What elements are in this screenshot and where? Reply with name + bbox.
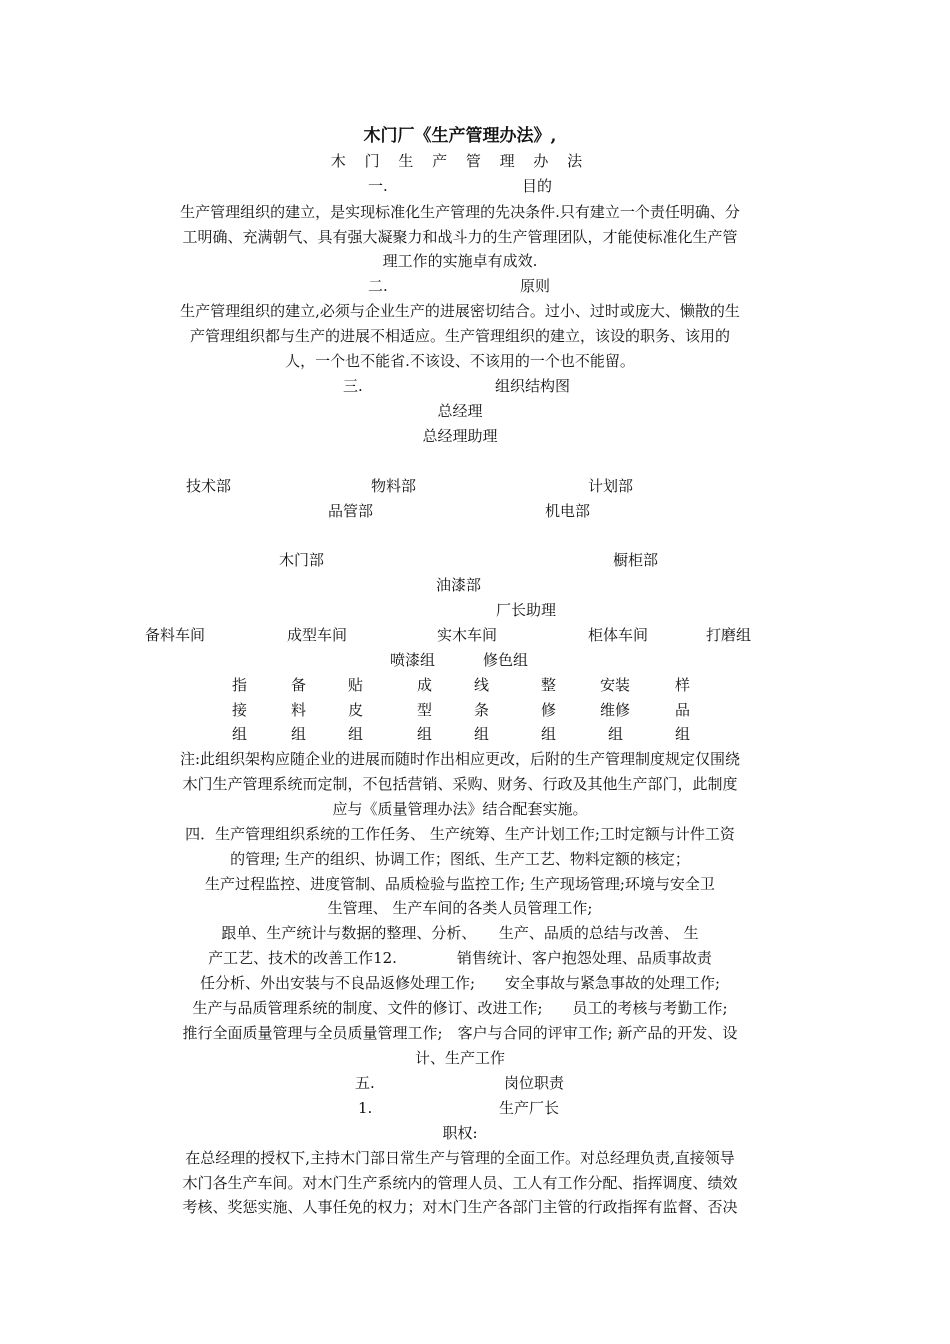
team-r1-c1: 指 <box>232 676 248 694</box>
section-1-number: 一. <box>368 177 388 195</box>
org-workshop-prep: 备料车间 <box>145 626 206 644</box>
team-r3-c3: 组 <box>348 725 364 743</box>
note-line-2: 木门生产管理系统而定制，不包括营销、采购、财务、行政及其他生产部门，此制度 <box>182 775 738 793</box>
purpose-line-1: 生产管理组织的建立，是实现标准化生产管理的先决条件.只有建立一个责任明确、分 <box>180 203 740 221</box>
team-r1-c6: 整 <box>541 676 557 694</box>
org-gm-assistant: 总经理助理 <box>422 427 498 445</box>
team-r1-c4: 成 <box>417 676 433 694</box>
team-r3-c8: 组 <box>675 725 691 743</box>
purpose-line-3: 理工作的实施卓有成效. <box>382 252 538 270</box>
tasks-line-5: 跟单、生产统计与数据的整理、分析、 生产、品质的总结与改善、 生 <box>221 924 699 942</box>
principle-line-1: 生产管理组织的建立,必须与企业生产的进展密切结合。过小、过时或庞大、懒散的生 <box>180 302 740 320</box>
org-dept-cabinet: 橱柜部 <box>613 551 659 569</box>
section-3-number: 三. <box>343 377 363 395</box>
section-5-number: 五. <box>355 1074 375 1092</box>
team-r2-c1: 接 <box>232 701 248 719</box>
org-workshop-solidwood: 实木车间 <box>437 626 498 644</box>
org-group-touchup: 修色组 <box>483 651 529 669</box>
section-3-heading: 组织结构图 <box>495 377 571 395</box>
tasks-line-3: 生产过程监控、进度管制、品质检验与监控工作; 生产现场管理;环境与安全卫 <box>205 875 715 893</box>
team-r1-c5: 线 <box>474 676 490 694</box>
duty-line-1: 在总经理的授权下,主持木门部日常生产与管理的全面工作。对总经理负责,直接领导 <box>185 1149 735 1167</box>
org-group-sanding: 打磨组 <box>706 626 752 644</box>
section-2-heading: 原则 <box>520 277 551 295</box>
duty-line-3: 考核、奖惩实施、人事任免的权力；对木门生产各部门主管的行政指挥有监督、否决 <box>182 1198 738 1216</box>
duty-line-2: 木门各生产车间。对木门生产系统内的管理人员、工人有工作分配、指挥调度、绩效 <box>182 1174 738 1192</box>
team-r1-c7: 安装 <box>600 676 631 694</box>
org-dept-materials: 物料部 <box>371 477 417 495</box>
org-dept-quality: 品管部 <box>328 502 374 520</box>
tasks-line-10: 计、生产工作 <box>414 1049 505 1067</box>
tasks-line-1: 四．生产管理组织系统的工作任务、 生产统筹、生产计划工作;工时定额与计件工资 <box>185 825 735 843</box>
org-general-manager: 总经理 <box>437 402 483 420</box>
section-5-heading: 岗位职责 <box>504 1074 565 1092</box>
team-r3-c7: 组 <box>608 725 624 743</box>
tasks-line-8: 生产与品质管理系统的制度、文件的修订、改进工作; 员工的考核与考勤工作; <box>192 999 728 1017</box>
principle-line-3: 人，一个也不能省.不该设、不该用的一个也不能留。 <box>285 352 635 370</box>
section-2-number: 二. <box>368 277 388 295</box>
team-r2-c4: 型 <box>417 701 433 719</box>
org-dept-mechelec: 机电部 <box>545 502 591 520</box>
tasks-line-9: 推行全面质量管理与全员质量管理工作; 客户与合同的评审工作; 新产品的开发、设 <box>182 1024 738 1042</box>
section-1-heading: 目的 <box>522 177 553 195</box>
purpose-line-2: 工明确、充满朝气、具有强大凝聚力和战斗力的生产管理团队，才能使标准化生产管 <box>182 228 738 246</box>
tasks-line-7: 任分析、外出安装与不良品返修处理工作; 安全事故与紧急事故的处理工作; <box>199 974 721 992</box>
tasks-line-4: 生管理、 生产车间的各类人员管理工作; <box>327 899 593 917</box>
team-r3-c4: 组 <box>417 725 433 743</box>
tasks-line-2: 的管理; 生产的组织、协调工作；图纸、生产工艺、物料定额的核定； <box>230 850 690 868</box>
team-r1-c8: 样 <box>675 676 691 694</box>
org-dept-paint: 油漆部 <box>436 576 482 594</box>
team-r2-c7: 维修 <box>600 701 631 719</box>
team-r1-c2: 备 <box>291 676 307 694</box>
team-r3-c6: 组 <box>541 725 557 743</box>
authority-label: 职权: <box>442 1124 478 1142</box>
principle-line-2: 产管理组织都与生产的进展不相适应。生产管理组织的建立，该设的职务、该用的 <box>189 327 730 345</box>
org-workshop-forming: 成型车间 <box>287 626 348 644</box>
team-r3-c1: 组 <box>232 725 248 743</box>
org-group-spray: 喷漆组 <box>390 651 436 669</box>
team-r2-c3: 皮 <box>348 701 364 719</box>
team-r2-c6: 修 <box>541 701 557 719</box>
document-title: 木门厂《生产管理办法》, <box>363 126 557 146</box>
tasks-line-6: 产工艺、技术的改善工作12. 销售统计、客户抱怨处理、品质事故责 <box>208 949 712 967</box>
team-r1-c3: 贴 <box>348 676 364 694</box>
org-dept-planning: 计划部 <box>588 477 634 495</box>
org-factory-assistant: 厂长助理 <box>496 601 557 619</box>
team-r2-c2: 料 <box>291 701 307 719</box>
team-r3-c5: 组 <box>474 725 490 743</box>
note-line-1: 注:此组织架构应随企业的进展而随时作出相应更改，后附的生产管理制度规定仅围绕 <box>179 750 741 768</box>
team-r2-c8: 品 <box>675 701 691 719</box>
org-workshop-cabinet: 柜体车间 <box>588 626 649 644</box>
team-r2-c5: 条 <box>474 701 490 719</box>
team-r3-c2: 组 <box>291 725 307 743</box>
section-5-1-number: 1. <box>358 1099 373 1117</box>
section-5-1-heading: 生产厂长 <box>499 1099 560 1117</box>
document-subtitle: 木 门 生 产 管 理 办 法 <box>330 152 590 170</box>
org-dept-tech: 技术部 <box>186 477 232 495</box>
note-line-3: 应与《质量管理办法》结合配套实施。 <box>332 800 588 818</box>
org-dept-wooden-door: 木门部 <box>279 551 325 569</box>
